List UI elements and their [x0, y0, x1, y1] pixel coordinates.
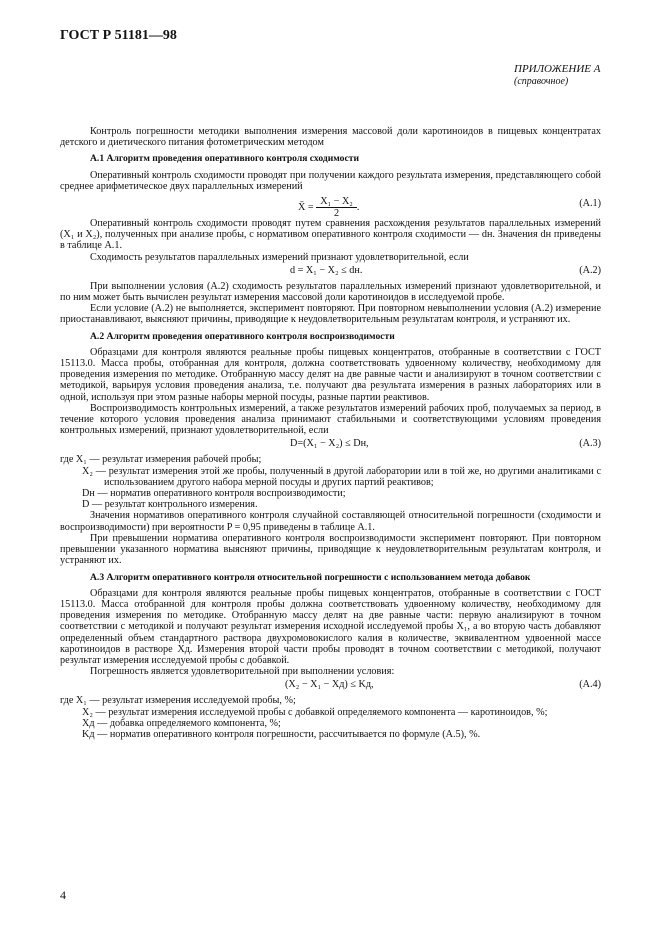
paragraph: Оперативный контроль сходимости проводят при получении каждого результата измерения, представляющего собой среднее арифметическое двух параллельных измерений: [60, 169, 601, 192]
section-heading-a3: А.3 Алгоритм оперативного контроля относительной погрешности с использованием метода добавок: [90, 571, 531, 583]
where-line: где X₁ — результат измерения исследуемой пробы, %;: [60, 695, 296, 707]
formula-number: (А.4): [579, 679, 601, 691]
section-heading-a1: А.1 Алгоритм проведения оперативного контроля сходимости: [90, 153, 359, 165]
paragraph: Значения нормативов оперативного контроля случайной составляющей относительной погрешности (сходимости и воспроизводимости) при вероятности P = 0,95 приведены в таблице А.1.: [60, 510, 601, 533]
formula-expression: D=(X₁ − X₂) ≤ Dн,: [290, 438, 369, 450]
page-number: 4: [60, 888, 66, 902]
where-line: X₂ — результат измерения этой же пробы, полученный в другой лаборатории или в той же, но другими аналитиками с использованием другого набора мерной посуды и других партий реактивов;: [82, 465, 601, 488]
paragraph: Если условие (А.2) не выполняется, эксперимент повторяют. При повторном невыполнении условия (А.2) измерение приостанавливают, выясняют причины, приводящие к неудовлетворительным результатам контроля, и устраняют их.: [60, 303, 601, 326]
document-body: [60, 126, 601, 740]
paragraph: Погрешность является удовлетворительной при выполнении условия:: [90, 666, 395, 678]
where-line: Kд — норматив оперативного контроля погрешности, рассчитывается по формуле (А.5), %.: [82, 728, 481, 740]
paragraph: При выполнении условия (А.2) сходимость результатов параллельных измерений признают удовлетворительной, и по ним может быть вычислен результат измерения массовой доли каротиноидов в исследуемой пробе.: [60, 280, 601, 304]
formula-tail: .: [356, 201, 360, 213]
where-line: X₂ — результат измерения исследуемой пробы с добавкой определяемого компонента — каротиноидов, %;: [82, 706, 548, 718]
where-line: где X₁ — результат измерения рабочей пробы;: [60, 454, 262, 466]
formula-number: (А.2): [579, 264, 601, 276]
formula-a2: [60, 263, 601, 281]
paragraph: Воспроизводимость контрольных измерений, а также результатов измерений рабочих проб, получаемых за период, в течение которого условия проведения анализа принимают стабильными и соответствующими условиям проведения контрольных измерений, признают удовлетворительной, если: [60, 402, 601, 437]
paragraph: Оперативный контроль сходимости проводят путем сравнения расхождения результатов параллельных измерений (X₁ и X₂), полученных при анализе пробы, с нормативом оперативного контроля сходимости — dн. Значения dн приведены в таблице А.1.: [60, 218, 601, 252]
intro-paragraph: Контроль погрешности методики выполнения измерения массовой доли каротиноидов в пищевых концентратах детского и диетического питания фотометрическим методом: [60, 126, 601, 149]
paragraph: Сходимость результатов параллельных измерений признают удовлетворительной, если: [90, 251, 469, 263]
formula-expression: (X₂ − X₁ − Xд) ≤ Kд,: [285, 679, 374, 691]
formula-a1: [60, 192, 601, 218]
formula-number: (А.1): [579, 198, 601, 210]
fraction-numerator: X₁ − X₂: [316, 196, 357, 208]
formula-number: (А.3): [579, 438, 601, 450]
standard-header: ГОСТ Р 51181—98: [60, 28, 177, 43]
section-heading-a2: А.2 Алгоритм проведения оперативного контроля воспроизводимости: [90, 330, 395, 342]
where-line: D — результат контрольного измерения.: [82, 499, 258, 511]
fraction: [316, 196, 357, 219]
appendix-note: (справочное): [514, 76, 569, 87]
paragraph: Образцами для контроля являются реальные пробы пищевых концентратов, отобранные в соответствии с ГОСТ 15113.0. Масса отобранной для контроля пробы должна соответствовать удвоенному количеству, необходимому для проведения измерения по методике. Отобранную массу делят на две равные части: первую анализируют в точном соответствии с методикой и получают результат измерения исходной исследуемой пробы X₁, а во вторую часть добавляют определенный объем стандартного раствора двухромовокислого калия в количестве, эквивалентном удвоенной массе каротиноидов в растворе Xд. Измерения второй части пробы проводят в точном соответствии с методикой, получают результат измерения исследуемой пробы с добавкой.: [60, 587, 601, 666]
formula-expression: d = X₁ − X₂ ≤ dн.: [290, 264, 363, 276]
paragraph: Образцами для контроля являются реальные пробы пищевых концентратов, отобранные в соответствии с ГОСТ 15113.0. Масса пробы, отобранная для контроля, должна соответствовать удвоенному количеству, необходимому для проведения измерения по методике. Отобранную массу делят на две равные части и анализируют в точном соответствии с методикой, варьируя условия проведения анализа, т.е. получают два результата измерения в разных лабораториях или в одной, используя при этом разные наборы мерной посуды, разные партии реактивов.: [60, 346, 601, 403]
fraction-denominator: 2: [333, 208, 340, 220]
where-line: Dн — норматив оперативного контроля воспроизводимости;: [82, 488, 346, 500]
appendix-title: ПРИЛОЖЕНИЕ А: [514, 63, 601, 75]
formula-lhs: X̄ =: [298, 201, 314, 213]
formula-a3: [60, 436, 601, 454]
where-line: Xд — добавка определяемого компонента, %;: [82, 717, 281, 729]
formula-a4: [60, 677, 601, 695]
paragraph: При превышении норматива оперативного контроля воспроизводимости эксперимент повторяют. При повторном превышении указанного норматива выясняют причины, приводящие к неудовлетворительным результатам контроля, и устраняют их.: [60, 532, 601, 567]
